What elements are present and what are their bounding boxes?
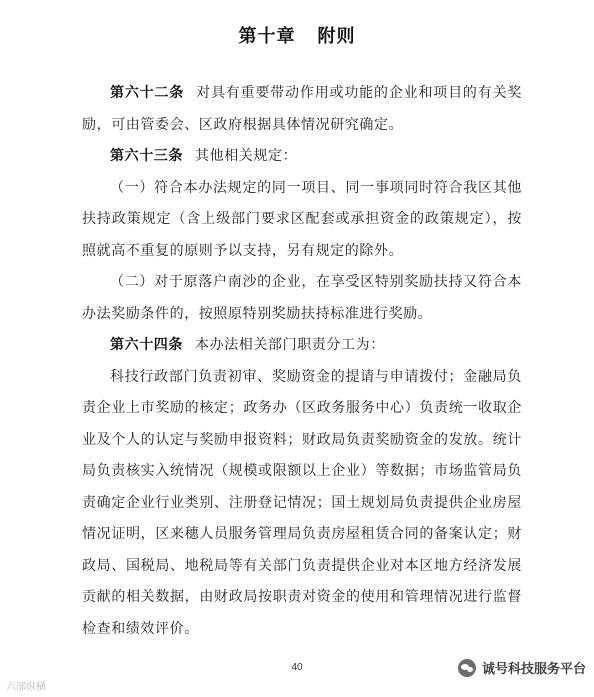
watermark-right — [458, 658, 586, 677]
article-62 — [82, 78, 522, 141]
article-text: 其他相关规定： — [195, 148, 298, 164]
article-64 — [82, 330, 522, 362]
article-64-clause-1: 科技行政部门负责初审、奖励资金的提请与申请拨付；金融局负责企业上市奖励的核定；政务办（区政务服务中心）负责统一收取企业及个人的认定与奖励申报资料；财政局负责奖励资金的发放。统计局负责核实入统情况（规模或限额以上企业）等数据；市场监管局负责确定企业行业类别、注册登记情况；国土规划局负责提供企业房屋情况证明，区来穗人员服务管理局负责房屋租赁合同的备案认定；财政局、国税局、地税局等有关部门负责提供企业对本区地方经济发展贡献的相关数据，由财政局按职责对资金的使用和管理情况进行监督检查和绩效评价。 — [82, 368, 522, 637]
article-number: 第六十二条 — [110, 85, 185, 101]
article-number: 第六十四条 — [110, 337, 183, 353]
article-number: 第六十三条 — [110, 148, 183, 164]
article-text: 本办法相关部门职责分工为： — [195, 337, 385, 353]
article-63-clause-1: （一）符合本办法规定的同一项目、同一事项同时符合我区其他扶持政策规定（含上级部门要求区配套或承担资金的政策规定），按照就高不重复的原则予以支持，另有规定的除外。 — [82, 179, 522, 259]
chapter-name: 附则 — [317, 26, 356, 47]
article-63-clause-2: （二）对于原落户南沙的企业，在享受区特别奖励扶持又符合本办法奖励条件的，按照原特别奖励扶持标准进行奖励。 — [82, 274, 522, 322]
article-text: 对具有重要带动作用或功能的企业和项目的有关奖励，可由管委会、区政府根据具体情况研究确定。 — [82, 85, 523, 133]
page-number: 40 — [291, 662, 303, 673]
watermark-left: 六部纵横 — [6, 682, 46, 693]
document-body — [82, 78, 522, 645]
article-63 — [82, 141, 522, 173]
chapter-title — [0, 22, 594, 48]
wechat-icon — [458, 659, 476, 677]
watermark-right-text: 诚号科技服务平台 — [481, 662, 586, 677]
chapter-label: 第十章 — [238, 26, 296, 47]
